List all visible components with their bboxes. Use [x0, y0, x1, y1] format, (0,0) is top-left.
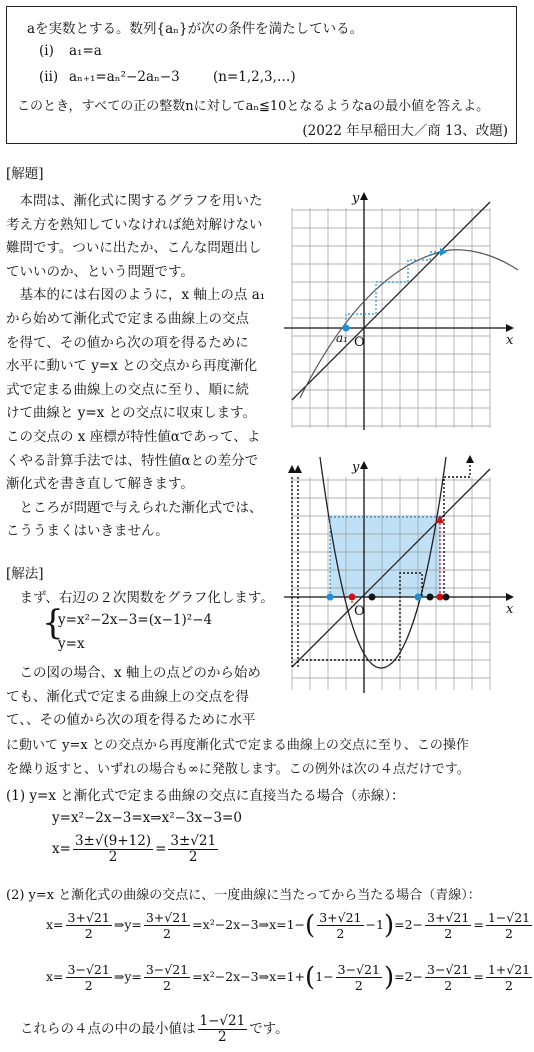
graph-grid [292, 208, 490, 428]
y-axis-arrow [360, 461, 368, 469]
problem-question: このとき，すべての正の整数nに対してaₙ≦10となるようなaの最小値を答えよ。 [17, 99, 490, 114]
intro-line: 式で定まる曲線上の交点に至り、順に続 [6, 381, 249, 398]
recurrence-curve [300, 250, 518, 398]
intro-line: から始めて漸化式で定まる曲線上の交点 [6, 310, 249, 327]
problem-line1: aを実数とする。数列{aₙ}が次の条件を満たしている。 [27, 21, 364, 37]
arrow-up-right [466, 455, 474, 463]
body-paragraph-2 [6, 662, 261, 733]
x-axis-label: x [506, 333, 514, 348]
intro-line: くやる計算手法では、特性値αとの差分で [6, 452, 259, 469]
condition-ii-range: (n=1,2,3,…) [213, 69, 296, 85]
y-axis-arrow [360, 192, 368, 200]
condition-ii: aₙ₊₁=aₙ²−2aₙ−3 [69, 69, 180, 85]
condition-i-label: (i) [39, 43, 54, 59]
intro-line: 漸化式を書き直して解きます。 [6, 476, 194, 493]
case2-heading: (2) y=x と漸化式の曲線の交点に、一度曲線に当たってから当たる場合（青線）： [6, 888, 481, 903]
intro-line: を得て、その値から次の項を得るために [6, 334, 249, 351]
body-line: ても、漸化式で定まる曲線上の交点を得 [6, 688, 249, 705]
point-black-3 [443, 594, 450, 601]
cobweb-graph-divergent [280, 455, 520, 700]
cobweb-graph-convergent [280, 188, 520, 433]
intro-line: 考え方を熟知していなければ絶対解けない [6, 216, 263, 233]
intro-paragraph [6, 190, 265, 544]
intro-line: ていいのか、という問題です。 [6, 263, 194, 280]
condition-i: a₁=a [69, 43, 102, 59]
body-line: この図の場合、x 軸上の点どのから始め [6, 665, 261, 681]
y-axis-label: y [352, 191, 360, 206]
intro-line: 基本的には右図のように，x 軸上の点 a₁ [6, 287, 266, 304]
point-red-right [437, 594, 444, 601]
body-line: て、、その値から次の項を得るために水平 [6, 712, 256, 729]
line-y-equals-x [292, 202, 490, 400]
system-line2: y=x [58, 636, 85, 652]
intro-line: けて曲線と y=x との交点に収束します。 [6, 405, 257, 422]
method-heading: [解法] [6, 566, 44, 582]
system-line1: y=x²−2x−3=(x−1)²−4 [58, 612, 213, 628]
solution-heading: [解題] [6, 166, 44, 182]
origin-label: O [354, 604, 365, 619]
case2-row1: x= $\frac{3+√21}{2}$ ⇒y= $\frac{3+√21}{2}$ =x²−2x−3⇒x=1−( $\frac{3+√21}{2}$ −1)=2− $\frac{3+√21}{2}$ = $\frac{1-√21}{2}$ [46, 910, 531, 941]
method-intro: まず、右辺の２次関数をグラフ化します。 [6, 590, 274, 606]
case1-equation2: x= $\frac{3\pm√(9+12)}{2}$ = $\frac{3\pm√21}{2}$ [52, 833, 217, 865]
condition-ii-label: (ii) [39, 69, 59, 85]
point-blue-left [327, 594, 334, 601]
line-y-equals-x [292, 469, 490, 667]
point-black-1 [369, 594, 376, 601]
intro-line: ところが問題で与えられた漸化式では、 [6, 499, 263, 516]
x-axis-label: x [506, 602, 514, 617]
system-brace: { [42, 603, 64, 643]
point-blue-right [415, 594, 422, 601]
point-black-2 [427, 594, 434, 601]
cobweb-path [346, 252, 440, 328]
x-axis-arrow [506, 324, 514, 332]
case1-equation1: y=x²−2x−3=x⇒x²−3x−3=0 [52, 810, 242, 826]
problem-source: (2022 年早稲田大／商 13、改題) [302, 123, 508, 139]
y-axis-label: y [352, 460, 360, 475]
body-paragraph-3 [6, 734, 470, 781]
arrow-up-left-2 [294, 465, 302, 473]
intro-line: 難問です。ついに出たか、こんな問題出し [6, 240, 262, 257]
x-axis-arrow [506, 593, 514, 601]
intro-line: 水平に動いて y=x との交点から再度漸化 [6, 358, 258, 375]
problem-box [6, 6, 517, 144]
body-line: に動いて y=x との交点から再度漸化式で定まる曲線上の交点に至り、この操作 [6, 738, 469, 753]
intro-line: こううまくはいきません。 [6, 523, 169, 540]
body-line: を繰り返すと、いずれの場合も∞に発散します。この例外は次の４点だけです。 [6, 761, 470, 777]
origin-label: O [354, 335, 365, 350]
case2-row2: x= $\frac{3-√21}{2}$ ⇒y= $\frac{3-√21}{2}$ =x²−2x−3⇒x=1+(1− $\frac{3-√21}{2}$ )=2− $\frac{3-√21}{2}$ = $\frac{1+√21}{2}$ [46, 962, 531, 993]
intro-line: この交点の x 座標が特性値αであって、よ [6, 428, 261, 445]
a1-label: a₁ [336, 331, 348, 345]
conclusion: これらの４点の中の最小値は $\frac{1-√21}{2}$ です。 [20, 1013, 289, 1045]
intro-line: 本問は、漸化式に関するグラフを用いた [6, 193, 263, 209]
case1-heading: (1) y=x と漸化式で定まる曲線の交点に直接当たる場合（赤線）： [6, 788, 405, 804]
point-red-left [349, 594, 356, 601]
